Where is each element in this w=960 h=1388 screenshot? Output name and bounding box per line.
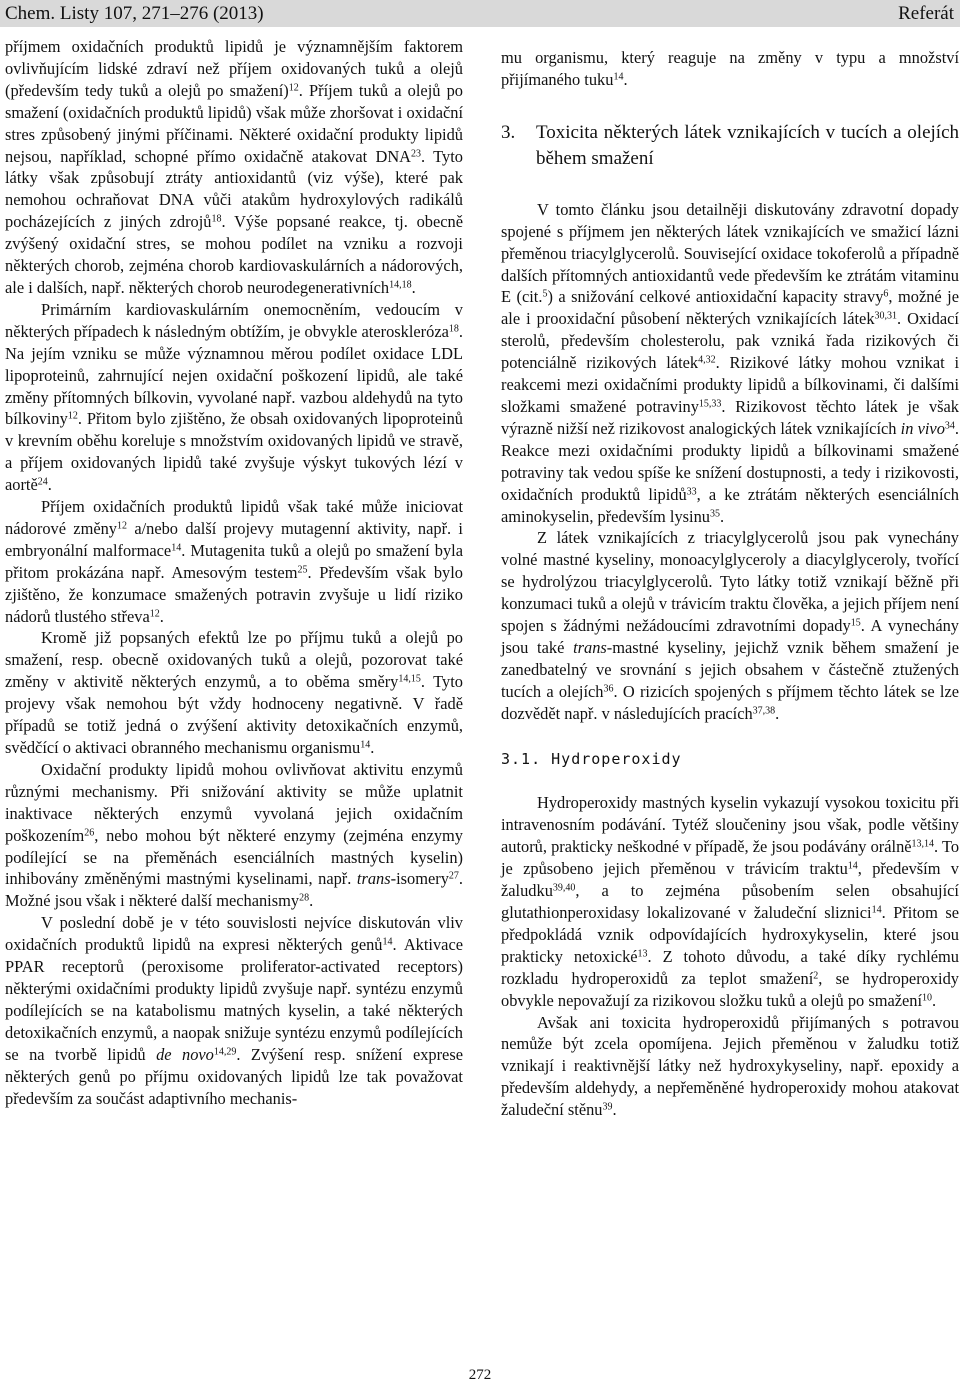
paragraph: mu organismu, který reaguje na změny v typu a množství přijímaného tuku$^{14}$. [501, 48, 959, 89]
subsection-heading: 3.1. Hydroperoxidy [501, 749, 682, 768]
paragraph: Z látek vznikajících z triacylglycerolů jsou pak vynechány volné mastné kyseliny, monoacylglyceroly a diacylglyceroly, tvořící se hydrolýzou triacylglycerolů. Tyto látky totiž vznikají běžně při konzumaci tuků a olejů v trávicím traktu člověka, a jejich příjem není spojen s žádnými nežádoucími zdravotními dopady$^{15}$. A vynechány jsou také trans-mastné kyseliny, jejichž vznik během smažení je zanedbatelný ve srovnání s jejich obsahem v částečně ztužených tucích a olejích$^{36}$. O rizicích spojených s příjmem těchto látek se lze dozvědět např. v následujících pracích$^{37,38}$. [501, 528, 959, 723]
paragraph: Příjem oxidačních produktů lipidů však také může iniciovat nádorové změny$^{12}$ a/nebo další projevy mutagenní aktivity, např. i embryonální malformace$^{14}$. Mutagenita tuků a olejů po smažení byla přitom prokázána např. Amesovým testem$^{25}$. Především však bylo zjištěno, že konzumace smažených potravin zvyšuje u lidí riziko nádorů tlustého střeva$^{12}$. [5, 497, 463, 626]
paragraph: Primárním kardiovaskulárním onemocněním, vedoucím v některých případech k následným obtížím, je obvykle ateroskleróza$^{18}$. Na jejím vzniku se může významnou měrou podílet oxidace LDL lipoproteinů, zahrnující nejen oxidační poškození lipidů, ale také změny přítomných bílkovin, vyvolané např. vazbou aldehydů na tyto bílkoviny$^{12}$. Přitom bylo zjištěno, že obsah oxidovaných lipoproteinů v krevním oběhu koreluje s množstvím oxidovaných lipidů ve stravě, a příjem oxidovaných lipidů také zvyšuje výskyt tukových lézí v aortě$^{24}$. [5, 299, 463, 495]
right-column [501, 47, 959, 1121]
running-header [0, 0, 960, 27]
section-number: 3. [501, 121, 516, 143]
paragraph: Oxidační produkty lipidů mohou ovlivňovat aktivitu enzymů různými mechanismy. Při snižování aktivity se může uplatnit inaktivace některých enzymů vyvolaná jejich oxidačním poškozením$^{26}$, nebo mohou být některé enzymy (zejména enzymy podílející se na přeměnách esenciálních mastných kyselin) inhibovány změněnými mastnými kyselinami, např. trans-isomery$^{27}$. Možné jsou však i některé další mechanismy$^{28}$. [5, 759, 463, 911]
paragraph: V poslední době je v této souvislosti nejvíce diskutován vliv oxidačních produktů lipidů na expresi některých genů$^{14}$. Aktivace PPAR receptorů (peroxisome proliferator-activated receptors) některými oxidačními produkty lipidů zvyšuje např. syntézu enzymů podílejících se na katabolismu matných kyselin, a také některých detoxikačních enzymů, a naopak snižuje syntézu enzymů podílejících se na tvorbě lipidů de novo$^{14,29}$. Zvýšení resp. snížení exprese některých genů po příjmu oxidovaných lipidů lze tak považovat především za součást adaptivního mechanis- [5, 913, 463, 1108]
section-heading [501, 120, 959, 172]
paragraph: Hydroperoxidy mastných kyselin vykazují vysokou toxicitu při intravenosním podávání. Tytéž sloučeniny jsou však, podle většiny autorů, prakticky neškodné v případě, že jsou podávány orálně$^{13,14}$. To je způsobeno jejich přeměnou v trávicím traktu$^{14}$, především v žaludku$^{39,40}$, a to zejména působením selen obsahující glutathionperoxidasy lokalizované v žaludeční sliznici$^{14}$. Přitom se předpokládá vznik odpovídajících hydroxykyselin, které jsou prakticky netoxické$^{13}$. Z tohoto důvodu, a také díky rychlému rozkladu hydroperoxidů za teplot smažení$^2$, se hydroperoxidy obvykle nepovažují za rizikovou složku tuků a olejů po smažení$^{10}$. [501, 793, 960, 1010]
paragraph: Kromě již popsaných efektů lze po příjmu tuků a olejů po smažení, resp. obecně oxidovaných tuků a olejů, pozorovat také změny v aktivitě některých enzymů, a to oběma směry$^{14,15}$. Tyto projevy však nemohou být vždy hodnoceny negativně. V řadě případů se totiž jedná o zvýšení aktivity detoxikačních enzymů, svědčící o aktivaci obranného mechanismu organismu$^{14}$. [5, 628, 463, 757]
journal-citation: Chem. Listy 107, 271–276 (2013) [5, 3, 264, 24]
article-type: Referát [898, 3, 954, 24]
paragraph: Avšak ani toxicita hydroperoxidů přijímaných s potravou nemůže být zcela opomíjena. Jejich přeměnou v žaludku totiž vznikají i reaktivnější látky než hydroxykyseliny, např. epoxidy a především aldehydy, a nepřeměněné hydroperoxidy mohou atakovat žaludeční stěnu$^{39}$. [501, 1012, 959, 1120]
paragraph: V tomto článku jsou detailněji diskutovány zdravotní dopady spojené s příjmem jen některých látek vznikajících ve smažicí lázni přeměnou triacylglycerolů. Související oxidace tokoferolů a případně dalších přítomných antioxidantů vede především ke ztrátám vitaminu E (cit.$^5$) a snižování celkové antioxidační kapacity stravy$^6$, možné je ale i prooxidační působení některých vznikajících látek$^{30,31}$. Oxidací sterolů, především cholesterolu, pak vzniká řada rizikových či potenciálně rizikových látek$^{4,32}$. Rizikové látky mohou vznikat i reakcemi mezi oxidačními produkty lipidů a bílkovinami, či dalšími složkami smažené potraviny$^{15,33}$. Rizikovost těchto látek je však výrazně nižší než rizikovost analogických látek vznikajících in vivo$^{34}$. Reakce mezi oxidačními produkty lipidů a bílkovinami smažené potraviny tak vedou spíše ke snížení dostupnosti, a tedy i rizikovosti, oxidačních produktů lipidů$^{33}$, a ke ztrátám některých esenciálních aminokyselin, především lysinu$^{35}$. [501, 199, 960, 526]
section-title: Toxicita některých látek vznikajících v tucích a olejích během smažení [536, 121, 959, 169]
page-number: 272 [468, 1367, 492, 1383]
left-column [5, 36, 463, 1109]
paragraph: příjmem oxidačních produktů lipidů je významnějším faktorem ovlivňujícím lidské zdraví než příjem oxidovaných tuků a olejů (především tedy tuků a olejů po smažení)$^{12}$. Příjem tuků a olejů po smažení (oxidačních produktů lipidů) však může zhoršovat i oxidační stres způsobený jinými příčinami. Některé oxidační produkty lipidů nejsou, například, schopné přímo oxidačně atakovat DNA$^{23}$. Tyto látky však způsobují ztráty antioxidantů (viz výše), které pak nemohou ochraňovat DNA vůči atakům hydroxylových radikálů pocházejících z jiných zdrojů$^{18}$. Výše popsané reakce, tj. obecně zvýšený oxidační stres, se mohou podílet na vzniku a rozvoji některých chorob, zejména chorob kardiovaskulárních a nádorových, ale i dalších, např. některých chorob neurodegenerativních$^{14,18}$. [5, 37, 464, 297]
